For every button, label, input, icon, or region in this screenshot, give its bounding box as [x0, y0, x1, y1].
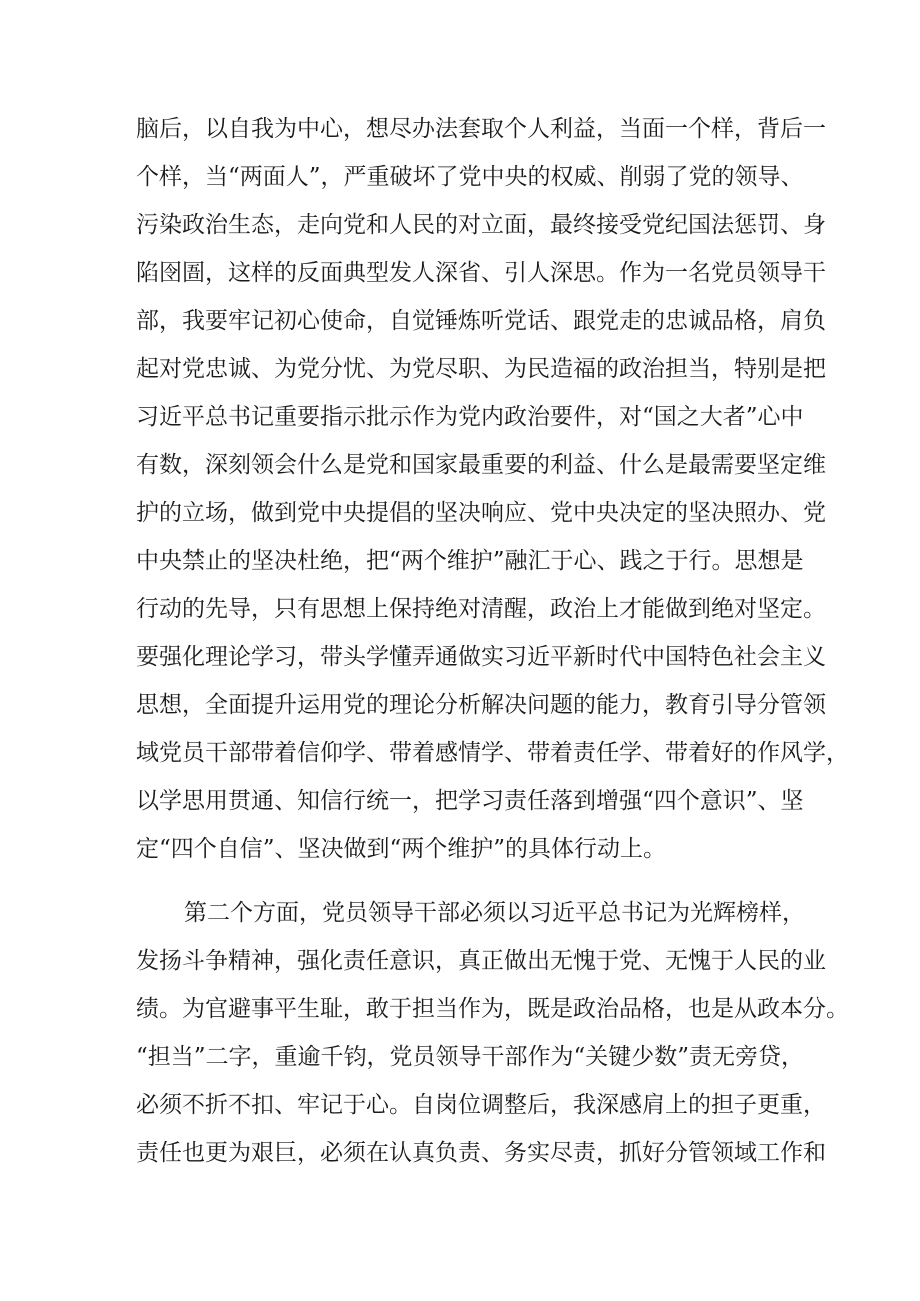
text-line: 陷囹圄，这样的反面典型发人深省、引人深思。作为一名党员领导干	[136, 260, 826, 286]
text-line: 责任也更为艰巨，必须在认真负责、务实尽责，抓好分管领域工作和	[136, 1140, 826, 1166]
text-line: 污染政治生态，走向党和人民的对立面，最终接受党纪国法惩罚、身	[136, 212, 826, 238]
text-line: 起对党忠诚、为党分忧、为党尽职、为民造福的政治担当，特别是把	[136, 356, 826, 382]
text-line: 发扬斗争精神，强化责任意识，真正做出无愧于党、无愧于人民的业	[136, 948, 826, 974]
text-line: 行动的先导，只有思想上保持绝对清醒，政治上才能做到绝对坚定。	[136, 596, 826, 622]
text-line: 定“四个自信”、坚决做到“两个维护”的具体行动上。	[136, 836, 667, 862]
text-line: 有数，深刻领会什么是党和国家最重要的利益、什么是最需要坚定维	[136, 452, 826, 478]
text-line: 要强化理论学习，带头学懂弄通做实习近平新时代中国特色社会主义	[136, 644, 826, 670]
text-line: 护的立场，做到党中央提倡的坚决响应、党中央决定的坚决照办、党	[136, 500, 826, 526]
text-line: 习近平总书记重要指示批示作为党内政治要件，对“国之大者”心中	[136, 404, 804, 430]
text-line: 域党员干部带着信仰学、带着感情学、带着责任学、带着好的作风学，	[136, 740, 849, 766]
text-line: 绩。为官避事平生耻，敢于担当作为，既是政治品格，也是从政本分。	[136, 996, 849, 1022]
text-line: 中央禁止的坚决杜绝，把“两个维护”融汇于心、践之于行。思想是	[136, 548, 804, 574]
text-line: 思想，全面提升运用党的理论分析解决问题的能力，教育引导分管领	[136, 692, 826, 718]
text-line: 必须不折不扣、牢记于心。自岗位调整后，我深感肩上的担子更重，	[136, 1092, 826, 1118]
text-line: 以学思用贯通、知信行统一，把学习责任落到增强“四个意识”、坚	[136, 788, 804, 814]
text-line: 个样，当“两面人”，严重破坏了党中央的权威、削弱了党的领导、	[136, 164, 804, 190]
text-line: 第二个方面，党员领导干部必须以习近平总书记为光辉榜样，	[184, 900, 805, 926]
text-line: 部，我要牢记初心使命，自觉锤炼听党话、跟党走的忠诚品格，肩负	[136, 308, 826, 334]
text-line: “担当”二字，重逾千钧，党员领导干部作为“关键少数”责无旁贷，	[136, 1044, 805, 1070]
text-line: 脑后，以自我为中心，想尽办法套取个人利益，当面一个样，背后一	[136, 116, 826, 142]
